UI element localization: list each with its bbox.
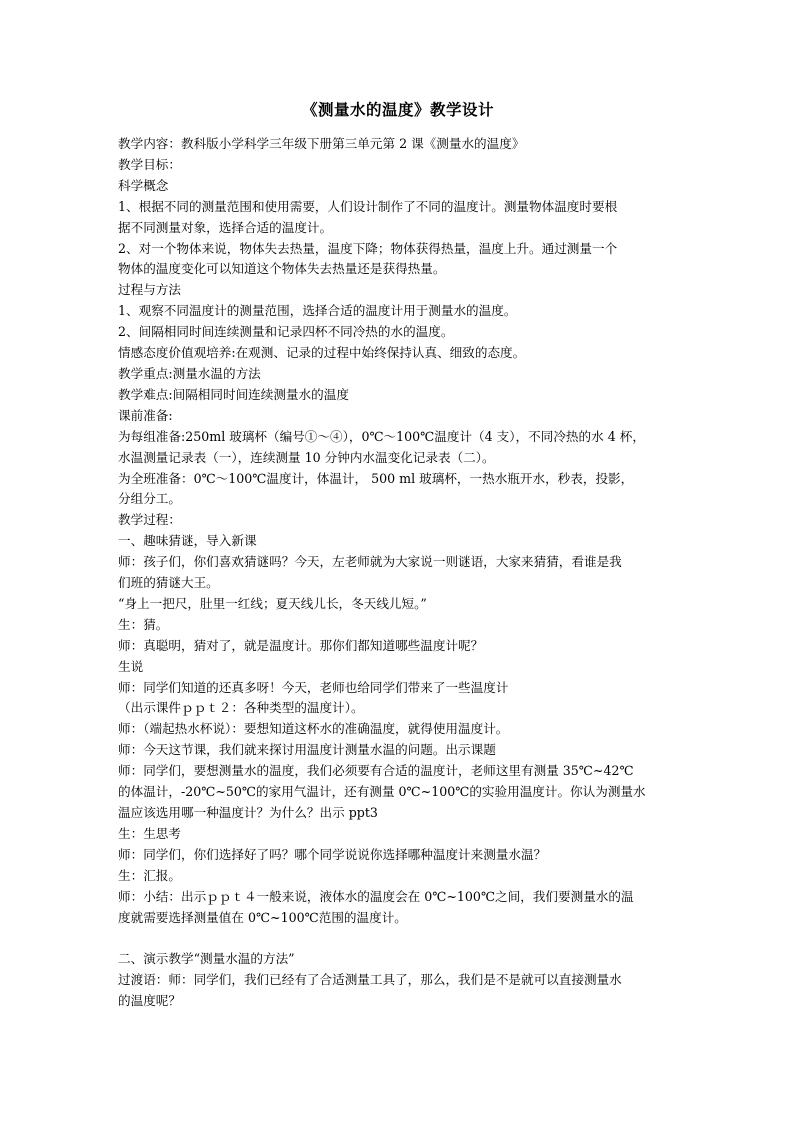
text-line: 分组分工。 [118, 491, 181, 507]
text-line: 生说 [118, 658, 144, 674]
text-line: 师：真聪明，猜对了，就是温度计。那你们都知道哪些温度计呢？ [118, 637, 484, 653]
text-line: 教学内容：教科版小学科学三年级下册第三单元第 2 课《测量水的温度》 [118, 136, 525, 151]
text-line: 据不同测量对象，选择合适的温度计。 [118, 219, 333, 235]
text-line: 课前准备: [118, 407, 173, 423]
document-page [118, 100, 678, 1012]
text-line: 教学重点:测量水温的方法 [118, 365, 261, 381]
text-line: 教学目标： [118, 156, 181, 172]
blank-line [118, 928, 678, 949]
text-line: 师：同学们知道的还真多呀！今天，老师也给同学们带来了一些温度计 [118, 679, 509, 695]
text-line: 的温度呢？ [118, 993, 181, 1009]
text-line: 度就需要选择测量值在 0℃~100℃范围的温度计。 [118, 909, 407, 925]
document-title: 《测量水的温度》教学设计 [301, 100, 494, 119]
text-line: 2、间隔相同时间连续测量和记录四杯不同冷热的水的温度。 [118, 324, 454, 340]
text-line: “身上一把尺，肚里一红线；夏天线儿长，冬天线儿短。” [118, 595, 427, 611]
text-line: （出示课件ｐｐｔ２：各种类型的温度计）。 [118, 700, 364, 716]
text-line: 为每组准备:250ml 玻璃杯（编号①～④），0℃～100℃温度计（4 支），不同冷热的水 4 杯， [118, 428, 645, 444]
text-line: 情感态度价值观培养:在观测、记录的过程中始终保持认真、细致的态度。 [118, 345, 526, 361]
text-line: 师：同学们，要想测量水的温度，我们必须要有合适的温度计，老师这里有测量 35℃~42℃ [118, 763, 634, 779]
section-heading: 二、演示教学“测量水温的方法” [118, 951, 295, 967]
text-line: 师：（端起热水杯说）：要想知道这杯水的准确温度，就得使用温度计。 [118, 721, 509, 737]
text-line: 教学过程： [118, 512, 181, 528]
text-line: 科学概念 [118, 177, 169, 193]
text-line: 生：猜。 [118, 616, 169, 632]
text-line: 们班的猜谜大王。 [118, 575, 219, 591]
text-line: 过程与方法 [118, 282, 181, 298]
text-line: 生：生思考 [118, 825, 181, 841]
text-line: 师：同学们，你们选择好了吗？哪个同学说说你选择哪种温度计来测量水温？ [118, 846, 547, 862]
text-line: 1、观察不同温度计的测量范围，选择合适的温度计用于测量水的温度。 [118, 303, 517, 319]
text-line: 师：今天这节课，我们就来探讨用温度计测量水温的问题。出示课题 [118, 742, 496, 758]
text-line: 生：汇报。 [118, 867, 181, 883]
text-line: 师：小结：出示ｐｐｔ４一般来说，液体水的温度会在 0℃~100℃之间，我们要测量水的温 [118, 888, 634, 904]
text-line: 师：孩子们，你们喜欢猜谜吗？今天，左老师就为大家说一则谜语，大家来猜猜，看谁是我 [118, 554, 622, 570]
text-line: 1、根据不同的测量范围和使用需要，人们设计制作了不同的温度计。测量物体温度时要根 [118, 198, 618, 214]
text-line: 物体的温度变化可以知道这个物体失去热量还是获得热量。 [118, 261, 446, 277]
text-line: 温应该选用哪一种温度计？为什么？出示 ppt3 [118, 805, 378, 820]
text-line: 过渡语：师：同学们，我们已经有了合适测量工具了，那么，我们是不是就可以直接测量水 [118, 972, 622, 988]
text-line: 一、趣味猜谜，导入新课 [118, 533, 257, 549]
text-line: 为全班准备：0℃～100℃温度计，体温计， 500 ml 玻璃杯，一热水瓶开水，秒表，投影， [118, 470, 634, 486]
document-body [118, 134, 678, 1012]
text-line: 的体温计，-20℃~50℃的家用气温计，还有测量 0℃~100℃的实验用温度计。你认为测量水 [118, 784, 646, 800]
text-line: 教学难点:间隔相同时间连续测量水的温度 [118, 386, 349, 402]
text-line: 水温测量记录表（一），连续测量 10 分钟内水温变化记录表（二）。 [118, 449, 495, 465]
text-line: 2、对一个物体来说，物体失去热量，温度下降；物体获得热量，温度上升。通过测量一个 [118, 240, 618, 256]
